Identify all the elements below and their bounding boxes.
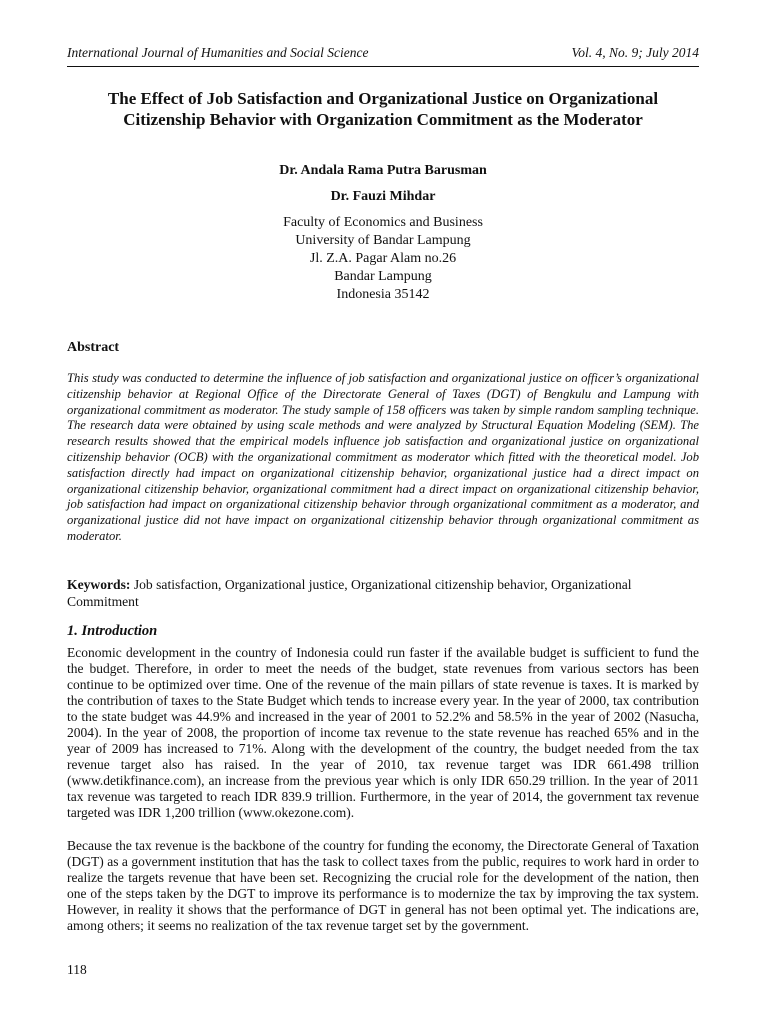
affiliation-street: Jl. Z.A. Pagar Alam no.26 (309, 251, 457, 266)
keywords-text: Job satisfaction, Organizational justice, Organizational citizenship behavior, Organizational Commitment (67, 577, 632, 609)
volume-info: Vol. 4, No. 9; July 2014 (571, 45, 699, 60)
abstract-text: This study was conducted to determine the influence of job satisfaction and organizational justice on officer’s organizational citizenship behavior at Regional Office of the Directorate General of Taxes (DGT) of Bengkulu and Lampung with organizational commitment as moderator. The study sample of 158 officers was taken by simple random sampling technique. The research data were obtained by using scale methods and were analyzed by Structural Equation Modeling (SEM). The research results showed that the empirical models influence job satisfaction and organizational justice on organizational citizenship behavior (OCB) with the organizational commitment as moderator which fitted with the theoretical model. Job satisfaction directly had impact on organizational citizenship behavior, organizational justice had a direct impact on organizational citizenship behavior, organizational commitment had a direct impact on organizational citizenship behavior, job satisfaction had impact on organizational citizenship behavior through organizational commitment as a moderator, and organizational justice did not have impact on organizational citizenship behavior through organizational commitment as moderator. (67, 371, 699, 543)
intro-paragraph-2: Because the tax revenue is the backbone of the country for funding the economy, the Directorate General of Taxation (DGT) as a government institution that has the task to collect taxes from the public, requires to work hard in order to realize the targets revenue that have been set. Recognizing the crucial role for the development of the nation, then one of the steps taken by the DGT to improve its performance is to modernize the tax by improving the tax system. However, in reality it shows that the performance of DGT in general has not been optimal yet. The indications are, among others; it seems no realization of the tax revenue target set by the government. (67, 838, 699, 933)
keywords-label: Keywords: (67, 577, 131, 592)
abstract-heading: Abstract (67, 340, 120, 355)
affiliation-city: Bandar Lampung (334, 269, 432, 284)
running-header (67, 45, 699, 65)
keywords (67, 576, 699, 610)
affiliation-faculty: Faculty of Economics and Business (283, 215, 483, 230)
intro-paragraph-1: Economic development in the country of Indonesia could run faster if the available budget is sufficient to fund the the budget. Therefore, in order to meet the needs of the budget, state revenues from various sectors has been continue to be optimized over time. One of the revenue of the main pillars of state revenue is taxes. It is marked by the contribution of taxes to the State Budget which tends to increase every year. In the year of 2000, tax contribution to the state budget was 44.9% and increased in the year of 2001 to 52.2% and 58.5% in the year of 2002 (Nasucha, 2004). In the year of 2008, the proportion of income tax revenue to the state revenue has reached 65% and in the year of 2009 has increased to 71%. Along with the development of the country, the budget needed from the tax revenue target also has raised. In the year of 2010, tax revenue target was IDR 661.498 trillion (www.detikfinance.com), an increase from the previous year which is only IDR 650.29 trillion. In the year of 2011 tax revenue was targeted to reach IDR 839.9 trillion. Furthermore, in the year of 2014, the government tax revenue targeted was IDR 1,200 trillion (www.okezone.com). (67, 645, 699, 820)
paper-title: The Effect of Job Satisfaction and Organizational Justice on Organizational Citizenship Behavior with Organization Commitment as the Moderator (107, 89, 659, 129)
journal-name: International Journal of Humanities and Social Science (67, 45, 369, 60)
affiliation (67, 214, 699, 304)
section-heading-introduction: 1. Introduction (67, 623, 158, 639)
affiliation-country: Indonesia 35142 (336, 287, 430, 302)
affiliation-university: University of Bandar Lampung (295, 233, 471, 248)
header-divider (67, 66, 699, 67)
page-number: 118 (67, 962, 87, 977)
author-1: Dr. Andala Rama Putra Barusman (279, 163, 487, 178)
author-2: Dr. Fauzi Mihdar (330, 189, 436, 204)
